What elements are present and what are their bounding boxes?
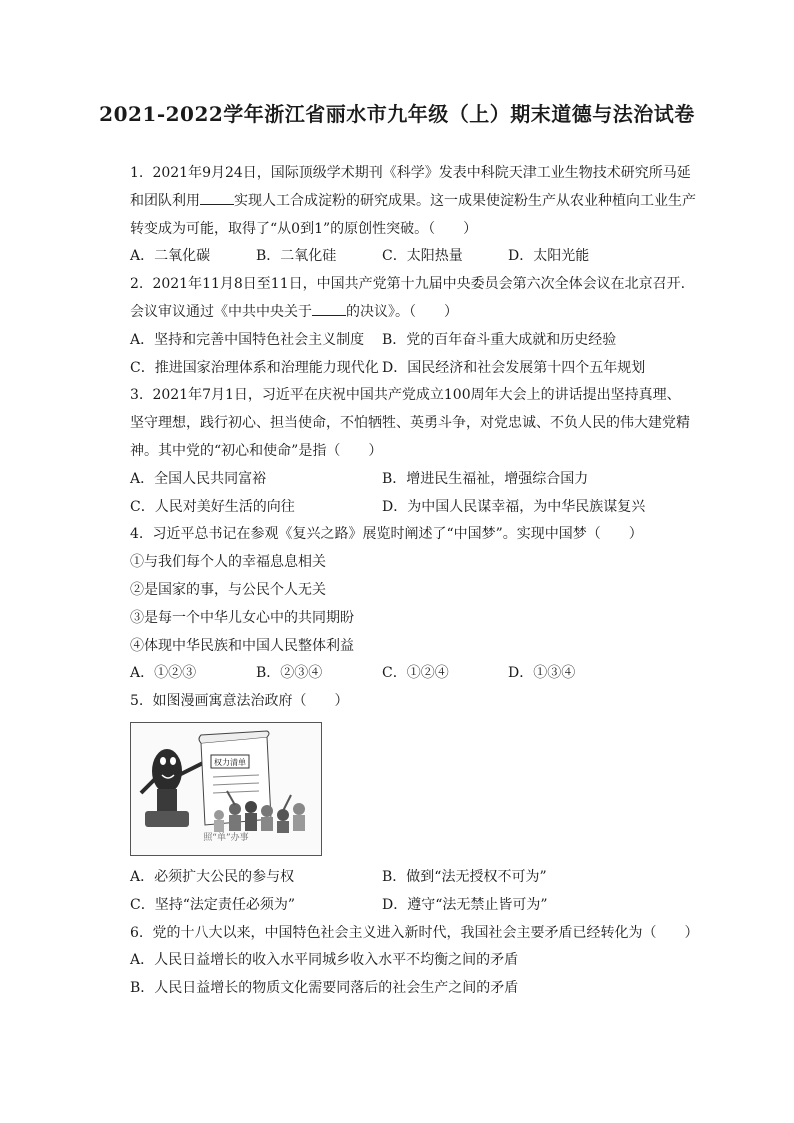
question-stem	[130, 160, 696, 188]
stem-text: 会议审议通过《中共中央关于	[130, 303, 312, 320]
question-number: 1.	[130, 165, 144, 181]
answer-blank	[312, 301, 346, 316]
question-3	[130, 382, 696, 521]
stem-text: 如图漫画寓意法治政府（ ）	[152, 693, 349, 710]
option-d: D．①③④	[508, 665, 576, 682]
question-1	[130, 160, 696, 271]
statement-item: ④体现中华民族和中国人民整体利益	[130, 637, 354, 654]
option-b: B．做到“法无授权不可为”	[382, 868, 547, 885]
stem-text: 习近平总书记在参观《复兴之路》展览时阐述了“中国梦”。实现中国梦（ ）	[152, 526, 643, 543]
option-row	[130, 243, 696, 271]
stem-text: 2021年7月1日，习近平在庆祝中国共产党成立100周年大会上的讲话提出坚持真理、	[152, 387, 681, 404]
stem-text: 党的十八大以来，中国特色社会主义进入新时代，我国社会主要矛盾已经转化为（ ）	[152, 924, 699, 941]
option-c: C．推进国家治理体系和治理能力现代化	[130, 359, 379, 376]
question-number: 3.	[130, 387, 144, 404]
option-a: A．必须扩大公民的参与权	[130, 868, 295, 885]
option-a: A．坚持和完善中国特色社会主义制度	[130, 331, 365, 348]
option-row	[130, 327, 696, 355]
stem-text: 2021年11月8日至11日，中国共产党第十九届中央委员会第六次全体会议在北京召开.	[152, 276, 686, 293]
cartoon-image	[130, 722, 322, 856]
option-row	[130, 660, 696, 688]
question-2	[130, 271, 696, 382]
question-number: 5.	[130, 693, 144, 710]
question-stem	[130, 521, 696, 549]
stem-line	[130, 410, 696, 438]
option-a: A．①②③	[130, 665, 197, 682]
stem-text: 的决议》。（ ）	[346, 303, 458, 320]
option-b: B．人民日益增长的物质文化需要同落后的社会生产之间的矛盾	[130, 980, 519, 997]
option-row	[130, 892, 696, 920]
stem-text: 转变成为可能，取得了“从0到1”的原创性突破。（ ）	[130, 220, 478, 237]
stem-text: 坚守理想，践行初心、担当使命，不怕牺牲、英勇斗争，对党忠诚、不负人民的伟大建党精	[130, 415, 690, 432]
cartoon-caption: 照“单”办事	[203, 833, 249, 844]
option-b: B．二氧化硅	[256, 248, 337, 265]
cartoon-sign-text: 权力清单	[214, 757, 246, 767]
option-row	[130, 355, 696, 383]
statement-item: ③是每一个中华儿女心中的共同期盼	[130, 609, 354, 626]
question-number: 4.	[130, 526, 144, 543]
option-d: D．太阳光能	[508, 248, 590, 265]
question-5	[130, 688, 696, 919]
option-b: B．②③④	[256, 665, 323, 682]
stem-text: 和团队利用	[130, 192, 200, 209]
option-c: C．人民对美好生活的向往	[130, 498, 295, 515]
option-c: C．①②④	[382, 665, 449, 682]
stem-line	[130, 216, 696, 244]
question-stem	[130, 271, 696, 299]
option-b: B．增进民生福祉，增强综合国力	[382, 470, 589, 487]
option-a: A．全国人民共同富裕	[130, 470, 267, 487]
question-number: 6.	[130, 924, 144, 941]
question-6	[130, 920, 699, 1003]
stem-line	[130, 438, 696, 466]
option-c: C．太阳热量	[382, 248, 463, 265]
stem-text: 2021年9月24日，国际顶级学术期刊《科学》发表中科院天津工业生物技术研究所马延	[152, 165, 691, 181]
option-row	[130, 466, 696, 494]
option-d: D．为中国人民谋幸福，为中华民族谋复兴	[382, 498, 646, 515]
option-d: D．国民经济和社会发展第十四个五年规划	[382, 359, 646, 376]
page-title: 2021-2022学年浙江省丽水市九年级（上）期末道德与法治试卷	[99, 102, 695, 126]
exam-content	[130, 160, 699, 1003]
option-c: C．坚持“法定责任必须为”	[130, 896, 296, 913]
stem-text: 神。其中党的“初心和使命”是指（ ）	[130, 442, 383, 459]
question-stem	[130, 688, 696, 716]
statement-item: ②是国家的事，与公民个人无关	[130, 581, 326, 598]
option-a: A．二氧化碳	[130, 248, 211, 265]
answer-blank	[200, 190, 234, 205]
stem-text: 实现人工合成淀粉的研究成果。这一成果使淀粉生产从农业种植向工业生产	[234, 192, 696, 209]
option-b: B．党的百年奋斗重大成就和历史经验	[382, 331, 617, 348]
question-4	[130, 521, 696, 688]
stem-line	[130, 299, 696, 327]
statement-item: ①与我们每个人的幸福息息相关	[130, 554, 326, 571]
option-row	[130, 864, 696, 892]
stem-line	[130, 188, 696, 216]
option-d: D．遵守“法无禁止皆可为”	[382, 896, 548, 913]
question-stem	[130, 920, 699, 948]
option-row	[130, 494, 696, 522]
question-number: 2.	[130, 276, 144, 293]
option-a: A．人民日益增长的收入水平同城乡收入水平不均衡之间的矛盾	[130, 952, 519, 969]
question-stem	[130, 382, 696, 410]
